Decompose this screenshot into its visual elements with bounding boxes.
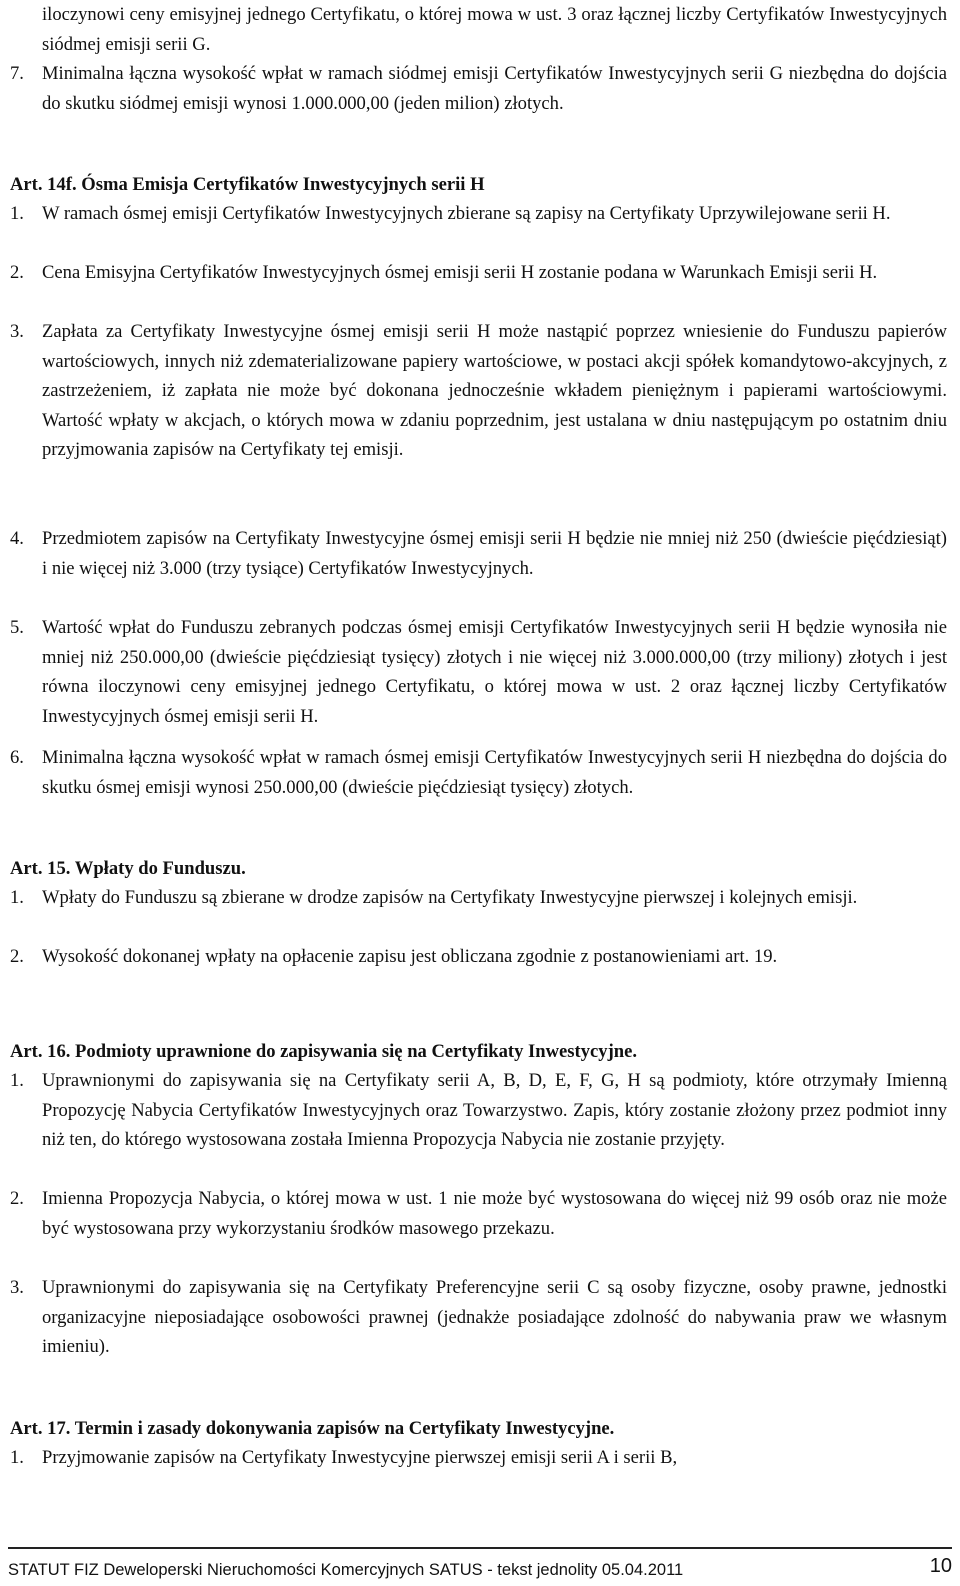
item-number: 1. — [10, 887, 24, 908]
art14f-item-3: Zapłata za Certyfikaty Inwestycyjne ósmej emisji serii H może nastąpić poprzez wniesienie do Funduszu papierów wartościowych, innych niż zdematerializowane papiery wartościowe, w postaci akcji spółek komandytowo-akcyjnych, z zastrzeżeniem, iż zapłata nie może być dokonana jednocześnie wkładem pieniężnym i papierami wartościowymi. Wartość wpłaty w akcjach, o których mowa w zdaniu poprzednim, jest ustalana w dniu następującym po ostatnim dniu przyjmowania zapisów na Certyfikaty tej emisji. — [42, 321, 947, 461]
art14f-item-5: Wartość wpłat do Funduszu zebranych podczas ósmej emisji Certyfikatów Inwestycyjnych serii H będzie wynosiła nie mniej niż 250.000,00 (dwieście pięćdziesiąt tysięcy) złotych i nie więcej niż 3.000.000,00 (trzy miliony) złotych i jest równa iloczynowi ceny emisyjnej jednego Certyfikatu, o której mowa w ust. 2 oraz łącznej liczby Certyfikatów Inwestycyjnych ósmej emisji serii H. — [42, 617, 947, 727]
item-number: 1. — [10, 203, 24, 224]
item-number: 2. — [10, 946, 24, 967]
art14f-item-4: Przedmiotem zapisów na Certyfikaty Inwestycyjne ósmej emisji serii H będzie nie mniej niż 250 (dwieście pięćdziesiąt) i nie więcej niż 3.000 (trzy tysiące) Certyfikatów Inwestycyjnych. — [42, 528, 947, 579]
page-footer — [8, 1547, 952, 1579]
art16-item-2: Imienna Propozycja Nabycia, o której mowa w ust. 1 nie może być wystosowana do więcej niż 99 osób oraz nie może być wystosowana przy wykorzystaniu środków masowego przekazu. — [42, 1188, 947, 1239]
item-number: 4. — [10, 528, 24, 549]
footer-document-title: STATUT FIZ Deweloperski Nieruchomości Komercyjnych SATUS - tekst jednolity 05.04.2011 — [8, 1561, 684, 1579]
art16-item-3: Uprawnionymi do zapisywania się na Certyfikaty Preferencyjne serii C są osoby fizyczne, osoby prawne, jednostki organizacyjne nieposiadające osobowości prawnej (jednakże posiadające zdolność do nabywania praw we własnym imieniu). — [42, 1277, 947, 1358]
item-number: 3. — [10, 1277, 24, 1298]
art17-item-1: Przyjmowanie zapisów na Certyfikaty Inwestycyjne pierwszej emisji serii A i serii B, — [42, 1447, 678, 1468]
section-heading-art16: Art. 16. Podmioty uprawnione do zapisywania się na Certyfikaty Inwestycyjne. — [10, 1041, 638, 1062]
art14f-item-2: Cena Emisyjna Certyfikatów Inwestycyjnych ósmej emisji serii H zostanie podana w Warunkach Emisji serii H. — [42, 262, 878, 283]
art14f-item-1: W ramach ósmej emisji Certyfikatów Inwestycyjnych zbierane są zapisy na Certyfikaty Uprzywilejowane serii H. — [42, 203, 891, 224]
section-heading-art17: Art. 17. Termin i zasady dokonywania zapisów na Certyfikaty Inwestycyjne. — [10, 1418, 615, 1439]
section-heading-art14f: Art. 14f. Ósma Emisja Certyfikatów Inwestycyjnych serii H — [10, 174, 485, 195]
item-number: 5. — [10, 617, 24, 638]
item-number: 7. — [10, 63, 24, 84]
item-number: 1. — [10, 1070, 24, 1091]
paragraph-continuation: iloczynowi ceny emisyjnej jednego Certyfikatu, o której mowa w ust. 3 oraz łącznej liczby Certyfikatów Inwestycyjnych siódmej emisji serii G. — [42, 4, 947, 55]
section-heading-art15: Art. 15. Wpłaty do Funduszu. — [10, 858, 246, 879]
art16-item-1: Uprawnionymi do zapisywania się na Certyfikaty serii A, B, D, E, F, G, H są podmioty, które otrzymały Imienną Propozycję Nabycia Certyfikatów Inwestycyjnych oraz Towarzystwo. Zapis, który zostanie złożony przez podmiot inny niż ten, do którego wystosowana została Imienna Propozycja Nabycia nie zostanie przyjęty. — [42, 1070, 947, 1151]
item-number: 6. — [10, 747, 24, 768]
item-number: 3. — [10, 321, 24, 342]
item-number: 2. — [10, 262, 24, 283]
page-number: 10 — [929, 1555, 952, 1577]
art14f-item-6: Minimalna łączna wysokość wpłat w ramach ósmej emisji Certyfikatów Inwestycyjnych serii H niezbędna do dojścia do skutku ósmej emisji wynosi 250.000,00 (dwieście pięćdziesiąt tysięcy) złotych. — [42, 747, 947, 798]
art15-item-2: Wysokość dokonanej wpłaty na opłacenie zapisu jest obliczana zgodnie z postanowieniami art. 19. — [42, 946, 778, 967]
item-number: 2. — [10, 1188, 24, 1209]
art15-item-1: Wpłaty do Funduszu są zbierane w drodze zapisów na Certyfikaty Inwestycyjne pierwszej i kolejnych emisji. — [42, 887, 858, 908]
paragraph-7: Minimalna łączna wysokość wpłat w ramach siódmej emisji Certyfikatów Inwestycyjnych serii G niezbędna do dojścia do skutku siódmej emisji wynosi 1.000.000,00 (jeden milion) złotych. — [42, 63, 947, 114]
item-number: 1. — [10, 1447, 24, 1468]
